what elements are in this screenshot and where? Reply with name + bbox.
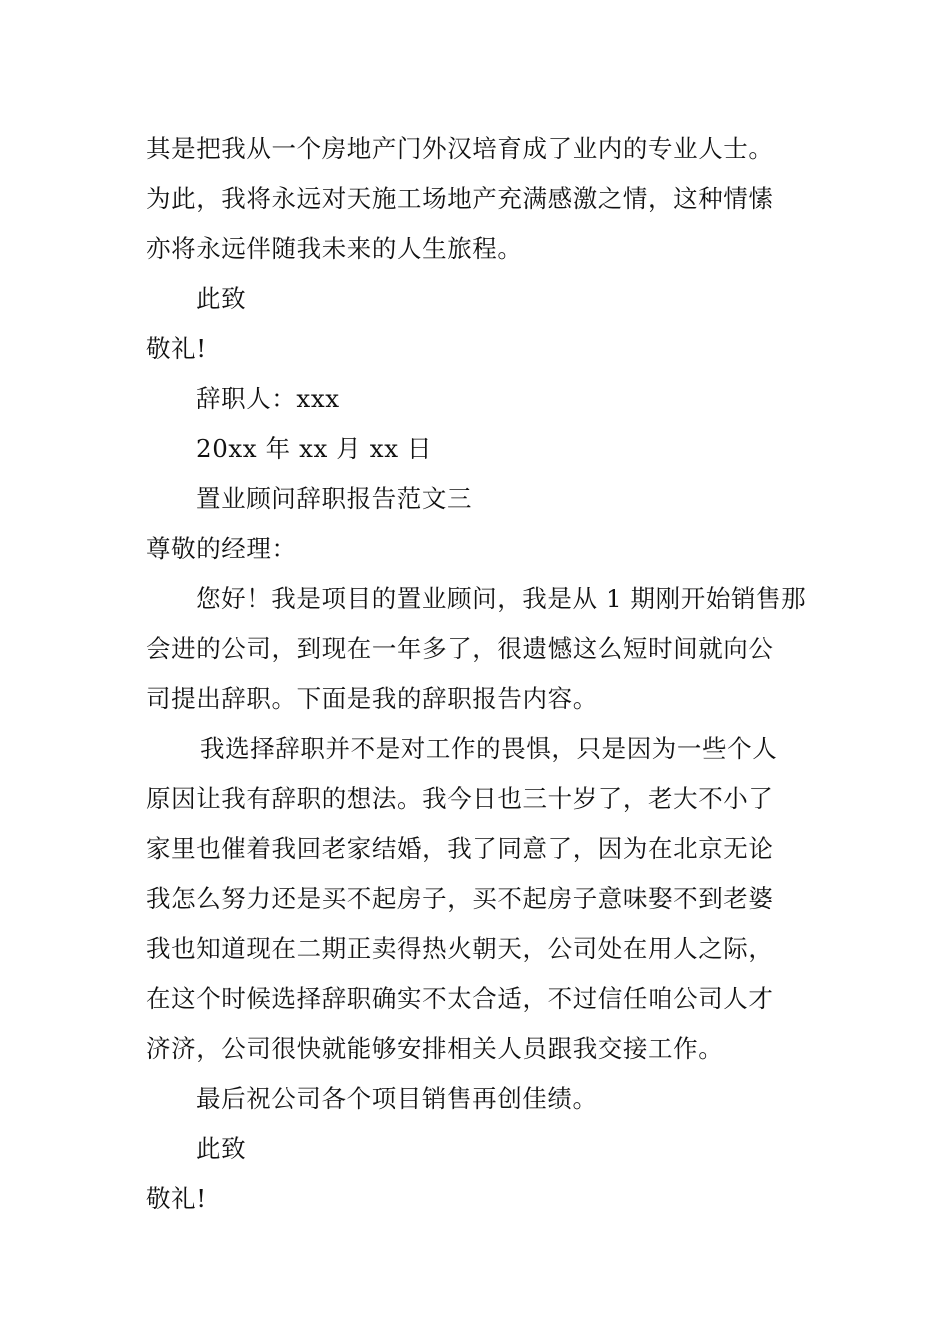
text-line: 济济，公司很快就能够安排相关人员跟我交接工作。: [146, 1034, 724, 1063]
text-line: 会进的公司，到现在一年多了，很遗憾这么短时间就向公: [146, 634, 774, 663]
text-line: 其是把我从一个房地产门外汉培育成了业内的专业人士。: [146, 134, 774, 163]
text-line: 亦将永远伴随我未来的人生旅程。: [146, 234, 523, 263]
signature-name: 辞职人：xxx: [196, 384, 340, 413]
text-line: 司提出辞职。下面是我的辞职报告内容。: [146, 684, 598, 713]
text-line: 我也知道现在二期正卖得热火朝天，公司处在用人之际，: [146, 934, 774, 963]
closing-salutation: 此致: [196, 284, 247, 313]
closing-regards: 敬礼!: [146, 334, 207, 363]
section-title: 置业顾问辞职报告范文三: [196, 484, 473, 513]
text-line: 最后祝公司各个项目销售再创佳绩。: [196, 1084, 598, 1113]
letter-greeting: 尊敬的经理：: [146, 534, 297, 563]
text-line: 您好！我是项目的置业顾问，我是从 1 期刚开始销售那: [196, 584, 807, 613]
closing-salutation: 此致: [196, 1134, 247, 1163]
text-line: 在这个时候选择辞职确实不太合适，不过信任咱公司人才: [146, 984, 774, 1013]
text-line: 原因让我有辞职的想法。我今日也三十岁了，老大不小了: [146, 784, 774, 813]
signature-date: 20xx 年 xx 月 xx 日: [196, 434, 433, 463]
text-line: 我怎么努力还是买不起房子，买不起房子意味娶不到老婆: [146, 884, 774, 913]
closing-regards: 敬礼!: [146, 1184, 207, 1213]
text-line: 我选择辞职并不是对工作的畏惧，只是因为一些个人: [200, 734, 778, 763]
text-line: 家里也催着我回老家结婚，我了同意了，因为在北京无论: [146, 834, 774, 863]
text-line: 为此，我将永远对天施工场地产充满感激之情，这种情愫: [146, 184, 774, 213]
